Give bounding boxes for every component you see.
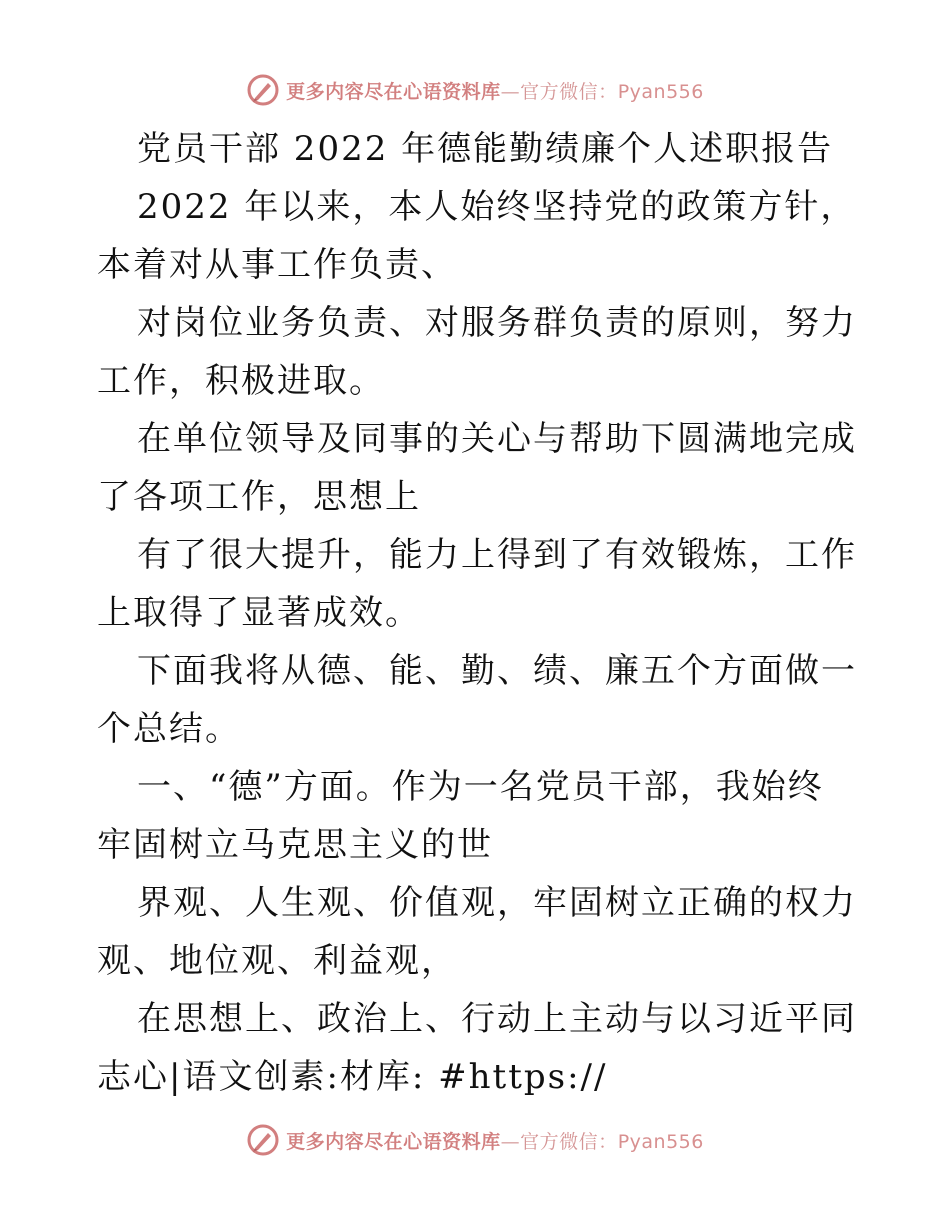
paragraph: 界观、人生观、价值观，牢固树立正确的权力观、地位观、利益观， — [97, 883, 857, 981]
watermark-wechat-label: 官方微信： — [520, 80, 618, 103]
paragraph: 一、“德”方面。作为一名党员干部，我始终牢固树立马克思主义的世 — [97, 767, 824, 865]
watermark-text — [286, 77, 704, 104]
document-title: 党员干部 2022 年德能勤绩廉个人述职报告 — [137, 129, 834, 169]
watermark-brand: 更多内容尽在心语资料库 — [286, 80, 501, 103]
watermark-wechat-label: 官方微信： — [520, 1130, 618, 1153]
header-watermark — [0, 70, 950, 110]
paragraph: 在思想上、政治上、行动上主动与以习近平同志心|语文创素:材库: #https:// — [97, 999, 857, 1097]
watermark-wechat-id: Pyan556 — [617, 1130, 704, 1153]
watermark-dash: — — [500, 1130, 521, 1153]
watermark-wechat-id: Pyan556 — [617, 80, 704, 103]
pen-logo-icon — [246, 73, 280, 107]
footer-watermark — [0, 1120, 950, 1160]
paragraph: 有了很大提升，能力上得到了有效锻炼，工作上取得了显著成效。 — [97, 535, 857, 633]
watermark-brand: 更多内容尽在心语资料库 — [286, 1130, 501, 1153]
paragraph: 2022 年以来，本人始终坚持党的政策方针，本着对从事工作负责、 — [97, 187, 857, 285]
watermark-text — [286, 1127, 704, 1154]
paragraph: 在单位领导及同事的关心与帮助下圆满地完成了各项工作，思想上 — [97, 419, 857, 517]
watermark-dash: — — [500, 80, 521, 103]
pen-logo-icon — [246, 1123, 280, 1157]
document-body — [97, 120, 857, 1106]
paragraph: 下面我将从德、能、勤、绩、廉五个方面做一个总结。 — [97, 651, 857, 749]
paragraph: 对岗位业务负责、对服务群负责的原则，努力工作，积极进取。 — [97, 303, 857, 401]
